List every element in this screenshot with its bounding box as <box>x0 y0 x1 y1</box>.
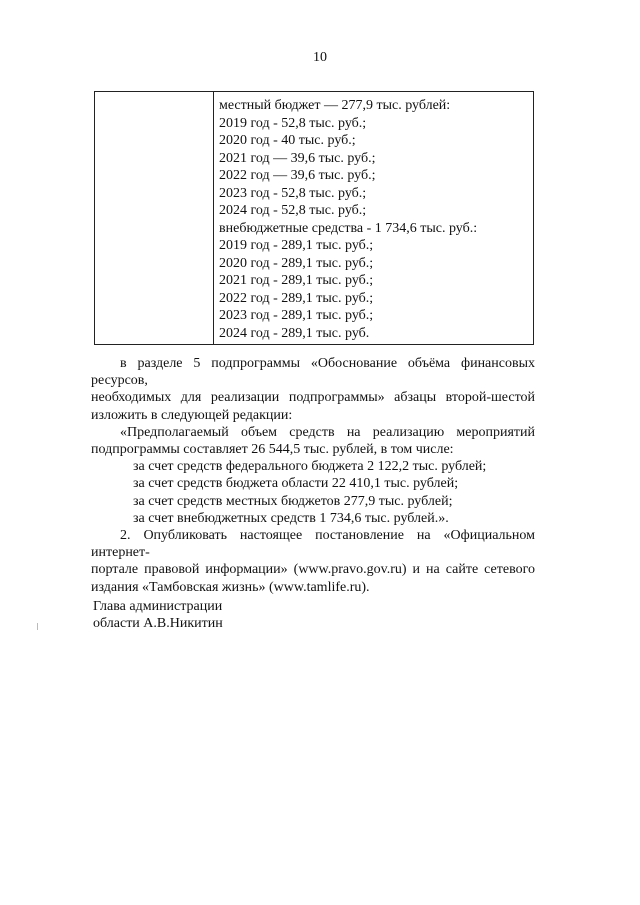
text-line: издания «Тамбовская жизнь» (www.tamlife.ru). <box>91 579 370 595</box>
funding-item: за счет средств местных бюджетов 277,9 тыс. рублей; <box>133 493 453 509</box>
table-line: 2023 год - 289,1 тыс. руб.; <box>219 308 374 323</box>
text-line: портале правовой информации» (www.pravo.gov.ru) и на сайте сетевого <box>91 562 535 578</box>
paragraph-funding <box>91 424 535 458</box>
funding-item: за счет средств федерального бюджета 2 122,2 тыс. рублей; <box>133 459 487 475</box>
table-line: 2024 год - 52,8 тыс. руб.; <box>219 203 367 218</box>
text-line: изложить в следующей редакции: <box>91 407 293 423</box>
page-number: 10 <box>313 50 327 65</box>
table-line: 2020 год - 289,1 тыс. руб.; <box>219 255 374 271</box>
text-line: необходимых для реализации подпрограммы» абзацы второй-шестой <box>91 390 535 406</box>
table-line: 2021 год - 289,1 тыс. руб.; <box>219 273 374 288</box>
table-line: 2023 год - 52,8 тыс. руб.; <box>219 185 367 201</box>
funding-item: за счет внебюджетных средств 1 734,6 тыс. рублей.». <box>133 510 449 526</box>
document-body <box>91 355 535 596</box>
text-line: подпрограммы составляет 26 544,5 тыс. рублей, в том числе: <box>91 442 454 458</box>
signature-title: Глава администрации <box>93 599 223 614</box>
table-left-cell <box>95 92 214 344</box>
text-line: «Предполагаемый объем средств на реализацию мероприятий <box>120 424 535 440</box>
table-line: 2019 год - 52,8 тыс. руб.; <box>219 115 367 131</box>
table-line: 2020 год - 40 тыс. руб.; <box>219 133 356 148</box>
table-line: местный бюджет — 277,9 тыс. рублей: <box>219 98 451 113</box>
text-line: 2. Опубликовать настоящее постановление на «Официальном интернет- <box>91 528 535 561</box>
table-line: 2021 год — 39,6 тыс. руб.; <box>219 150 376 166</box>
table-line: 2022 год — 39,6 тыс. руб.; <box>219 168 376 183</box>
funding-items <box>91 458 535 527</box>
budget-table <box>94 91 534 345</box>
table-line: внебюджетные средства - 1 734,6 тыс. руб.: <box>219 220 478 236</box>
text-line: в разделе 5 подпрограммы «Обоснование объёма финансовых ресурсов, <box>91 356 535 389</box>
table-right-cell <box>214 92 533 344</box>
table-line: 2019 год - 289,1 тыс. руб.; <box>219 238 374 253</box>
margin-mark <box>37 623 38 630</box>
funding-item: за счет средств бюджета области 22 410,1 тыс. рублей; <box>133 476 459 492</box>
table-line: 2024 год - 289,1 тыс. руб. <box>219 325 370 341</box>
paragraph-publish <box>91 527 535 596</box>
signature-name: области А.В.Никитин <box>93 616 223 631</box>
table-line: 2022 год - 289,1 тыс. руб.; <box>219 290 374 306</box>
paragraph-section-5 <box>91 355 535 424</box>
signature-block <box>93 598 223 632</box>
